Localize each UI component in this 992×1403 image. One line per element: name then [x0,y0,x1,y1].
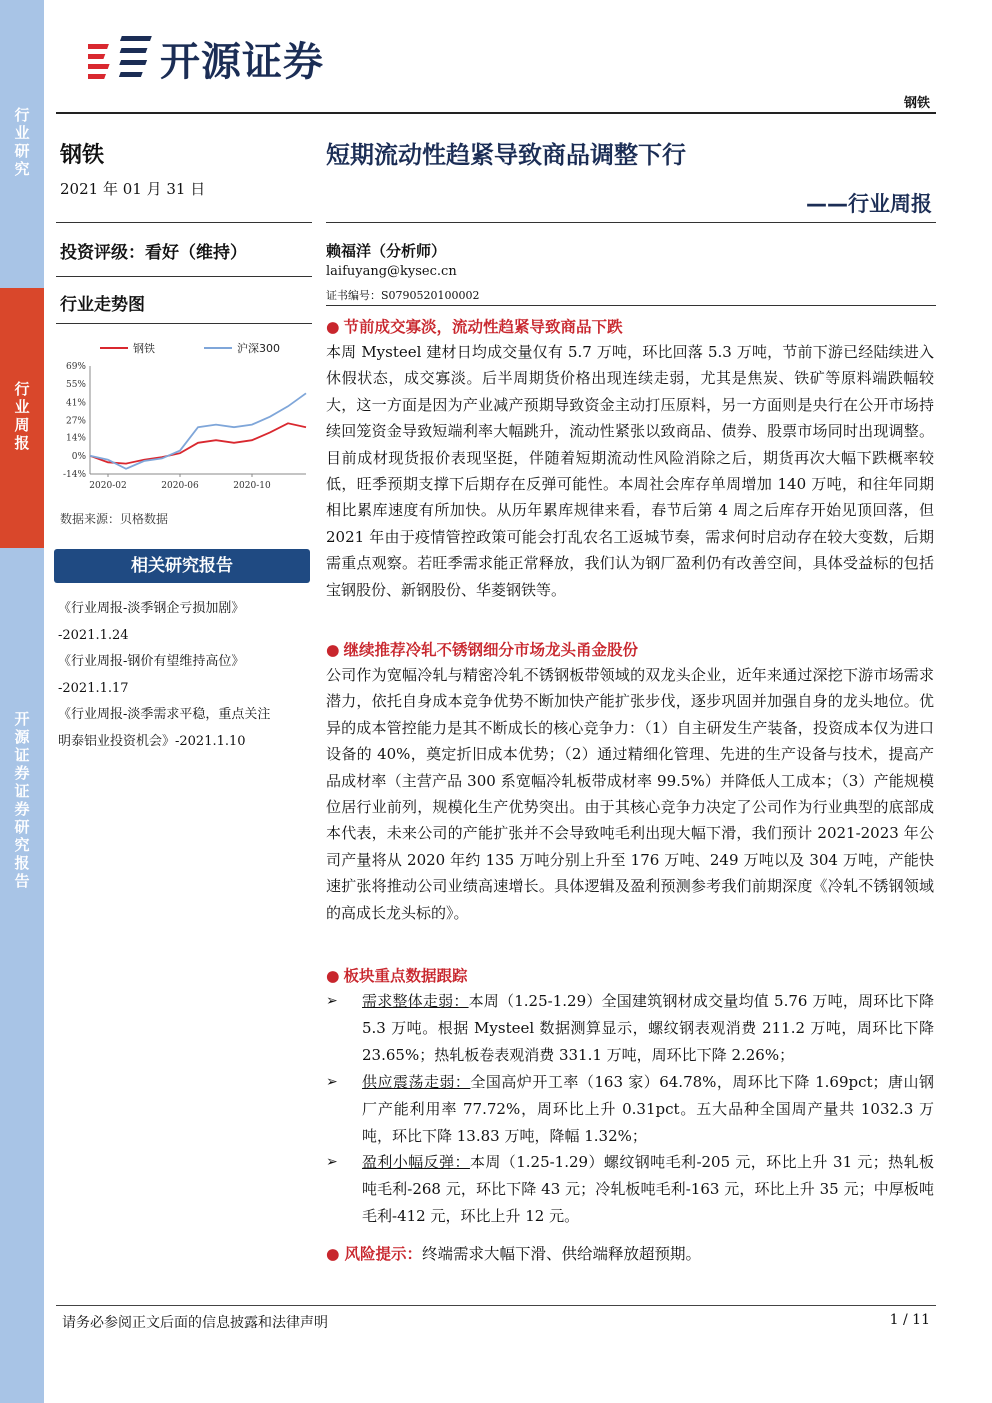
section-1-title: ● 节前成交寡淡，流动性趋紧导致商品下跌 [326,318,623,336]
header-rule [56,112,936,114]
data-bullet-demand: ➢ 需求整体走弱：本周（1.25-1.29）全国建筑钢材成交量均值 5.76 万吨，周环比下降 5.3 万吨。根据 Mysteel 数据测算显示，螺纹钢表观消费 211.2 万吨，周环比下降 23.65%；热轧板卷表观消费 331.1 万吨，周环比下降 2.26%； [326,988,934,1069]
data-bullet-profit: ➢ 盈利小幅反弹：本周（1.25-1.29）螺纹钢吨毛利-205 元，环比上升 31 元；热轧板吨毛利-268 元，环比下降 43 元；冷轧板吨毛利-163 元，环比上升 35 元；中厚板吨毛利-412 元，环比上升 12 元。 [326,1149,934,1230]
y-tick-label: 69% [65,362,86,372]
industry-trend-chart [56,330,312,498]
chart-source: 数据来源：贝格数据 [60,512,169,526]
footer-disclaimer: 请务必参阅正文后面的信息披露和法律声明 [62,1315,328,1331]
related-report-line: -2021.1.24 [58,627,129,643]
arrow-bullet-icon: ➢ [326,1074,338,1090]
report-subtitle: ——行业周报 [806,192,932,216]
y-tick-label: 55% [65,380,86,391]
logo-text: 开源证券 [160,39,324,85]
industry-label: 钢铁 [60,143,105,168]
report-date: 2021 年 01 月 31 日 [60,180,206,198]
trend-chart-title: 行业走势图 [60,295,145,315]
left-sidebar [0,0,44,1403]
investment-rating: 投资评级：看好（维持） [60,243,247,263]
x-tick-label: 2020-10 [233,481,271,491]
data-bullet-supply: ➢ 供应震荡走弱：全国高炉开工率（163 家）64.78%，周环比下降 1.69pct；唐山钢厂产能利用率 77.72%，周环比上升 0.31pct。五大品种全国周产量共 1032.3 万吨，环比下降 13.83 万吨，降幅 1.32%； [326,1069,934,1150]
y-tick-label: 41% [65,398,86,409]
related-reports-heading: 相关研究报告 [54,549,310,583]
y-tick-label: -14% [62,470,86,480]
y-tick-label: 0% [71,451,86,462]
section-2-title: ● 继续推荐冷轧不锈钢细分市场龙头甬金股份 [326,641,639,659]
x-tick-label: 2020-02 [89,481,127,491]
sidebar-red-label: 行业周报 [14,380,30,452]
section-3-title: ● 板块重点数据跟踪 [326,967,468,985]
header-industry-tag: 钢铁 [903,96,930,111]
series-line-0 [90,423,306,463]
y-tick-label: 27% [65,416,86,427]
page-number: 1 / 11 [889,1312,930,1328]
related-reports-list [58,596,312,755]
report-title: 短期流动性趋紧导致商品调整下行 [326,141,686,169]
sidebar-bottom-label: 开源证券 证券研究报告 [14,710,30,890]
related-report-line[interactable]: 《行业周报-淡季需求平稳，重点关注 [58,707,271,722]
x-tick-label: 2020-06 [161,481,199,491]
footer-rule [56,1305,936,1306]
bullet-dot-icon: ● [326,318,340,336]
analyst-cert: 证书编号：S0790520100002 [326,289,480,302]
related-report-line[interactable]: 《行业周报-钢价有望维持高位》 [58,654,245,669]
section-2-body: 公司作为宽幅冷轧与精密冷轧不锈钢板带领域的双龙头企业，近年来通过深挖下游市场需求潜力，依托自身成本竞争优势不断加快产能扩张步伐，逐步巩固并加强自身的龙头地位。优异的成本管控能力是其不断成长的核心竞争力：（1）自主研发生产装备，投资成本仅为进口设备的 40%，奠定折旧成本优势；（2）通过精细化管理、先进的生产设备与技术，提高产品成材率（主营产品 300 系宽幅冷轧板带成材率 99.5%）并降低人工成本；（3）产能规模位居行业前列，规模化生产优势突出。由于其核心竞争力决定了公司作为行业典型的底部成本代表，未来公司的产能扩张并不会导致吨毛利出现大幅下滑，我们预计 2021-2023 年公司产量将从 2020 年约 135 万吨分别上升至 176 万吨、249 万吨以及 304 万吨，产能快速扩张将推动公司业绩高速增长。具体逻辑及盈利预测参考我们前期深度《冷轧不锈钢领域的高成长龙头标的》。 [326,666,934,922]
section-1-body: 本周 Mysteel 建材日均成交量仅有 5.7 万吨，环比回落 5.3 万吨，节前下游已经陆续进入休假状态，成交寡淡。后半周期货价格出现连续走弱，尤其是焦炭、铁矿等原料端跌幅较大，这一方面是因为产业减产预期导致资金主动打压原料，另一方面则是央行在公开市场持续回笼资金导致短端利率大幅跳升，流动性紧张以致商品、债券、股票市场同时出现调整。目前成材现货报价表现坚挺，伴随着短期流动性风险消除之后，期货再次大幅下跌概率较低，旺季预期支撑下后期存在反弹可能性。本周社会库存单周增加 140 万吨，和往年同期相比累库速度有所加快。从历年累库规律来看，春节后第 4 周之后库存开始见顶回落，但 2021 年由于疫情管控政策可能会打乱农名工返城节奏，需求何时启动存在较大变数，后期需重点观察。若旺季需求能正常释放，我们认为钢厂盈利仍有改善空间，具体受益标的包括宝钢股份、新钢股份、华菱钢铁等。 [326,343,934,599]
legend-label-0: 钢铁 [133,342,155,355]
bullet-dot-icon: ● [326,1245,340,1263]
right-rule-2 [326,305,936,306]
left-rule-2 [56,276,312,277]
bullet-dot-icon: ● [326,967,340,985]
left-rule-1 [56,222,312,223]
arrow-bullet-icon: ➢ [326,1154,338,1170]
right-rule-1 [326,222,936,223]
analyst-name: 赖福洋（分析师） [326,242,447,260]
related-report-line: 明泰铝业投资机会》-2021.1.10 [58,733,246,749]
arrow-bullet-icon: ➢ [326,993,338,1009]
risk-notice: ● 风险提示：终端需求大幅下滑、供给端释放超预期。 [326,1245,701,1263]
y-tick-label: 14% [65,433,86,444]
bullet-dot-icon: ● [326,641,340,659]
sidebar-top-label: 行业研究 [14,106,30,178]
legend-label-1: 沪深300 [237,342,280,355]
analyst-email[interactable]: laifuyang@kysec.cn [326,264,457,279]
related-report-line: -2021.1.17 [58,680,129,696]
left-rule-3 [56,323,312,324]
related-report-line[interactable]: 《行业周报-淡季钢企亏损加剧》 [58,601,245,616]
